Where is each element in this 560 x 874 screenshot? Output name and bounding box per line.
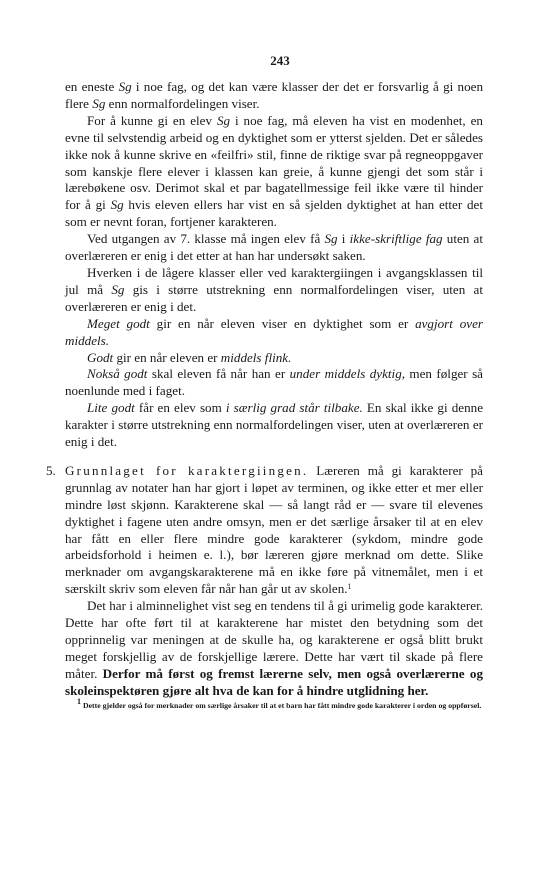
page-number: 243: [270, 53, 290, 68]
grade-term: Meget godt: [87, 315, 150, 331]
footnote: [65, 696, 483, 711]
grade-sg: Sg: [216, 112, 231, 128]
paragraph-noksa-godt: [65, 366, 483, 400]
grade-sg: Sg: [110, 197, 124, 213]
text-run: gir en når eleven viser en dyktighet som er: [149, 315, 416, 331]
text-run: Ved utgangen av 7. klasse må ingen elev få: [87, 231, 325, 247]
grade-term: Nokså godt: [87, 366, 148, 382]
grade-term: Godt: [87, 349, 114, 365]
footnote-reference[interactable]: 1: [347, 582, 352, 592]
text-run: men følger så noenlunde med i faget.: [65, 366, 483, 399]
bold-emphasis: Derfor må først og fremst lærerne selv, men også overlærerne og skoleinspektøren gjøre alt hva de kan for å hindre utglidning her.: [65, 665, 483, 698]
text-run: enn normalfordelingen viser.: [105, 95, 260, 111]
emphasis: i særlig grad står tilbake.: [225, 400, 363, 416]
text-run: Det har i alminnelighet vist seg en tendens til å gi urimelig gode karakterer. Dette har ofte ført til at karakterene har mistet den betydning som det opprinnelig var meningen at de skulle ha, og karakterene er også blitt brukt meget forskjellig av de forskjellige lærere. Dette har vært til skade på flere måter.: [65, 598, 483, 681]
paragraph-lite-godt: [65, 400, 483, 451]
section-5-paragraph-1: [65, 463, 483, 598]
text-run: gis i større utstrekning enn normalfordelingen viser, uten at overlæreren er enig i det.: [65, 281, 483, 314]
text-run: For å kunne gi en elev: [87, 112, 217, 128]
text-run: gir en når eleven er: [113, 349, 221, 365]
text-run: skal eleven få når han er: [147, 366, 290, 382]
paragraph-godt: [65, 350, 483, 367]
paragraph-meget-godt: [65, 316, 483, 350]
emphasis: avgjort over middels.: [65, 315, 483, 348]
section-number: 5.: [46, 462, 56, 478]
footnote-mark: 1: [77, 696, 81, 706]
grade-term: Lite godt: [87, 400, 135, 416]
text-run: i noe fag, må eleven ha vist en modenhet, en evne til selvstendig arbeid og en dyktighet som er ytterst sjelden. Det er således ikke nok å kunne skrive en «feilfri» stil, finne de riktige svar på regneoppgaver som kanskje flere elever i klassen kan greie, å kunne gjengi det som står i lærebøkene osv. Derimot skal et par bagatellmessige feil ikke være til hinder for å gi: [65, 112, 483, 213]
emphasis: ikke-skriftlige fag: [349, 231, 443, 247]
text-run: uten at overlæreren er enig i det etter at han har undersøkt saken.: [65, 231, 483, 264]
text-run: En skal ikke gi denne karakter i større utstrekning enn normalfordelingen viser, uten at overlæreren er enig i det.: [65, 400, 484, 450]
grade-sg: Sg: [92, 95, 106, 111]
text-run: får en elev som: [134, 400, 226, 416]
text-run: en eneste: [65, 79, 119, 94]
paragraph-1: [65, 79, 483, 113]
section-5: [46, 462, 483, 700]
text-run: i noe fag, og det kan være klasser der det er forsvarlig å gi noen flere: [65, 79, 483, 111]
paragraph-4: [65, 265, 483, 316]
text-run: hvis eleven ellers har vist en så sjelden dyktighet at han etter det som er nevnt foran, fortjener karakteren.: [65, 197, 483, 230]
footnote-text: Dette gjelder også for merknader om særlige årsaker til at et barn har fått mindre gode karakterer i orden og oppførsel.: [81, 700, 482, 710]
emphasis: middels flink.: [220, 349, 292, 365]
section-heading: Grunnlaget for karaktergiingen.: [65, 462, 309, 478]
text-run: Læreren må gi karakterer på grunnlag av notater han har gjort i løpet av terminen, og ikke etter et mer eller mindre løst skjønn. Karakterene skal — så langt råd er — svare til elevenes dyktighet i fagene uten andre omsyn, men er det særlige årsaker til at en elev har fått en eller flere mindre gode karakterer (sykdom, mindre gode arbeidsforhold i heimen e. l.), bør læreren gjøre merknad om dette. Slike merknader om avgangskarakterene må en ikke føre på vitnemålet, men i et særskilt skriv som eleven får når han går ut av skolen.: [65, 462, 483, 597]
text-run: Hverken i de lågere klasser eller ved karaktergiingen i avgangsklassen til jul må: [65, 264, 483, 297]
grade-sg: Sg: [324, 231, 338, 247]
paragraph-3: [65, 231, 483, 265]
grade-sg: Sg: [118, 79, 132, 94]
section-5-paragraph-2: [65, 598, 483, 699]
emphasis: under middels dyktig,: [289, 366, 406, 382]
paragraph-2: [65, 113, 483, 231]
grade-sg: Sg: [111, 281, 125, 297]
body-text: [46, 79, 484, 711]
text-run: i: [337, 231, 350, 247]
